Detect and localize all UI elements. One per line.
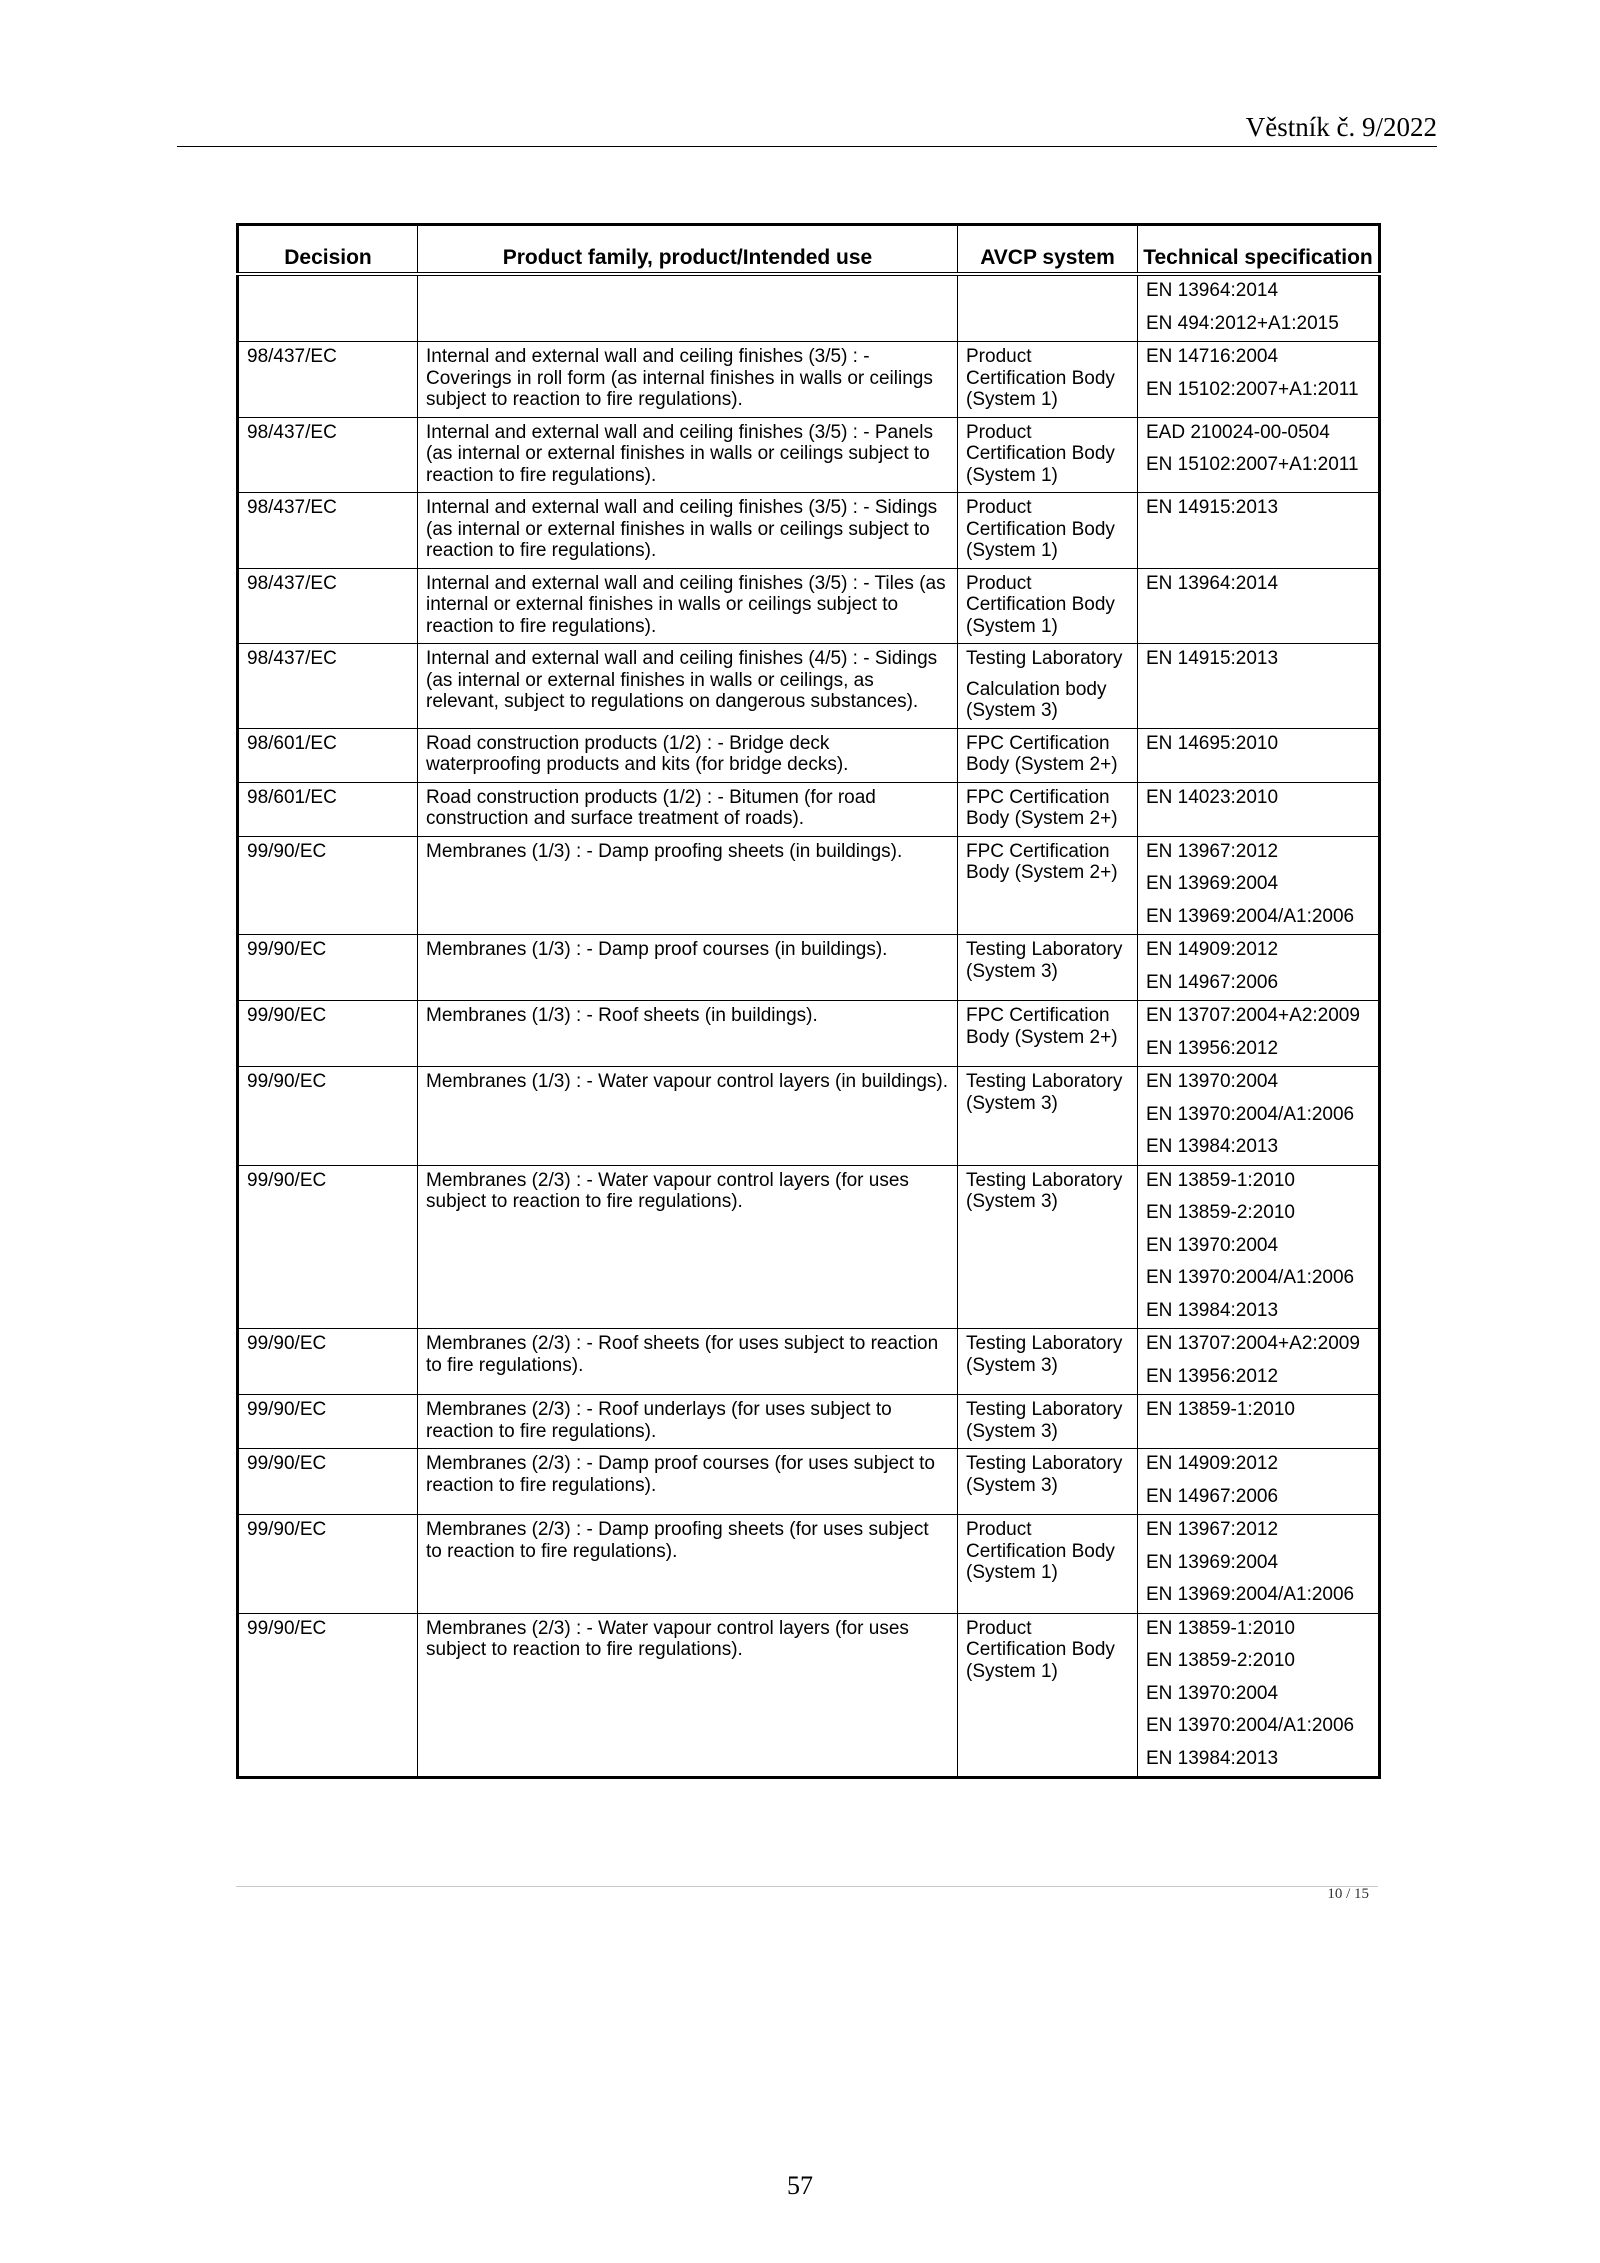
specification-entry: EN 13969:2004/A1:2006 xyxy=(1146,1584,1355,1605)
specification-entry: EN 13707:2004+A2:2009 xyxy=(1146,1005,1360,1026)
column-header-technical-specification: Technical specification xyxy=(1138,225,1380,275)
specification-entry: EN 13970:2004 xyxy=(1146,1682,1279,1704)
footer-rule xyxy=(236,1886,1378,1887)
avcp-entry: FPC Certification Body (System 2+) xyxy=(966,840,1118,883)
avcp-entry: Product Certification Body (System 1) xyxy=(966,1617,1115,1682)
specifications-table xyxy=(236,223,1381,1779)
page-counter: 10 / 15 xyxy=(1327,1886,1369,1902)
avcp-entry: Testing Laboratory (System 3) xyxy=(966,1333,1123,1376)
decision-cell: 98/437/EC xyxy=(238,568,418,644)
avcp-cell xyxy=(958,493,1138,569)
avcp-cell xyxy=(958,644,1138,729)
specification-cell xyxy=(1138,836,1380,935)
specification-entry: EN 13964:2014 xyxy=(1146,280,1279,301)
decision-cell: 98/601/EC xyxy=(238,728,418,782)
avcp-entry: Testing Laboratory xyxy=(966,648,1123,669)
specification-entry: EN 13984:2013 xyxy=(1146,1747,1279,1769)
product-cell: Road construction products (1/2) : - Bridge deck waterproofing products and kits (for bridge decks). xyxy=(418,728,958,782)
avcp-cell xyxy=(958,836,1138,935)
specification-entry: EN 13707:2004+A2:2009 xyxy=(1146,1333,1360,1354)
specification-entry: EN 14909:2012 xyxy=(1146,1453,1279,1474)
specification-cell xyxy=(1138,568,1380,644)
avcp-entry: Product Certification Body (System 1) xyxy=(966,572,1115,637)
page-number: 57 xyxy=(787,2171,813,2200)
specification-entry: EN 13859-1:2010 xyxy=(1146,1169,1295,1191)
avcp-entry: Testing Laboratory (System 3) xyxy=(966,1169,1123,1212)
specification-entry: EN 14716:2004 xyxy=(1146,346,1279,367)
decision-cell: 99/90/EC xyxy=(238,1515,418,1614)
product-cell: Membranes (2/3) : - Water vapour control layers (for uses subject to reaction to fire regulations). xyxy=(418,1165,958,1329)
specification-cell xyxy=(1138,1001,1380,1067)
avcp-cell xyxy=(958,342,1138,418)
product-cell: Internal and external wall and ceiling finishes (3/5) : - Panels (as internal or external finishes in walls or ceilings subject to reaction to fire regulations). xyxy=(418,417,958,493)
specification-entry: EN 13964:2014 xyxy=(1146,572,1279,594)
specification-entry: EN 13970:2004/A1:2006 xyxy=(1146,1103,1355,1125)
decision-cell: 99/90/EC xyxy=(238,935,418,1001)
specification-cell xyxy=(1138,274,1380,342)
avcp-cell xyxy=(958,417,1138,493)
decision-cell: 98/437/EC xyxy=(238,644,418,729)
table-row xyxy=(238,568,1380,644)
specification-entry: EN 14967:2006 xyxy=(1146,971,1279,993)
avcp-entry: FPC Certification Body (System 2+) xyxy=(966,732,1118,775)
avcp-cell xyxy=(958,1395,1138,1449)
specification-cell xyxy=(1138,728,1380,782)
product-cell: Membranes (2/3) : - Damp proof courses (for uses subject to reaction to fire regulations). xyxy=(418,1449,958,1515)
table-row xyxy=(238,644,1380,729)
avcp-entry: FPC Certification Body (System 2+) xyxy=(966,786,1118,829)
product-cell: Membranes (1/3) : - Roof sheets (in buildings). xyxy=(418,1001,958,1067)
product-cell: Membranes (1/3) : - Damp proof courses (in buildings). xyxy=(418,935,958,1001)
decision-cell: 99/90/EC xyxy=(238,1165,418,1329)
specification-entry: EN 14915:2013 xyxy=(1146,497,1279,518)
header-row xyxy=(238,225,1380,275)
specification-entry: EN 13970:2004 xyxy=(1146,1234,1279,1256)
table-row xyxy=(238,417,1380,493)
product-cell: Membranes (1/3) : - Damp proofing sheets (in buildings). xyxy=(418,836,958,935)
product-cell: Membranes (2/3) : - Roof sheets (for uses subject to reaction to fire regulations). xyxy=(418,1329,958,1395)
specification-entry: EN 13970:2004/A1:2006 xyxy=(1146,1715,1355,1736)
product-cell: Internal and external wall and ceiling finishes (4/5) : - Sidings (as internal or external finishes in walls or ceilings, as relevant, subject to regulations on dangerous substances). xyxy=(418,644,958,729)
avcp-cell xyxy=(958,1329,1138,1395)
specification-entry: EN 14023:2010 xyxy=(1146,786,1279,808)
table-row xyxy=(238,1329,1380,1395)
specification-entry: EN 13967:2012 xyxy=(1146,840,1279,862)
avcp-entry: Testing Laboratory (System 3) xyxy=(966,1399,1123,1442)
specification-cell xyxy=(1138,342,1380,418)
table-row xyxy=(238,274,1380,342)
avcp-cell xyxy=(958,1165,1138,1329)
avcp-cell xyxy=(958,935,1138,1001)
avcp-cell xyxy=(958,1001,1138,1067)
specification-cell xyxy=(1138,644,1380,729)
specification-entry: EN 15102:2007+A1:2011 xyxy=(1146,454,1359,475)
avcp-cell xyxy=(958,1515,1138,1614)
avcp-entry: Product Certification Body (System 1) xyxy=(966,346,1115,410)
table-row xyxy=(238,1613,1380,1778)
specification-entry: EN 13969:2004 xyxy=(1146,873,1279,894)
product-cell: Road construction products (1/2) : - Bitumen (for road construction and surface treatment of roads). xyxy=(418,782,958,836)
avcp-cell xyxy=(958,1449,1138,1515)
decision-cell: 99/90/EC xyxy=(238,1067,418,1166)
specification-cell xyxy=(1138,493,1380,569)
avcp-entry: Calculation body (System 3) xyxy=(966,678,1107,721)
specification-cell xyxy=(1138,935,1380,1001)
product-cell xyxy=(418,274,958,342)
decision-cell: 98/437/EC xyxy=(238,342,418,418)
specification-entry: EN 13970:2004/A1:2006 xyxy=(1146,1267,1355,1288)
table-row xyxy=(238,1165,1380,1329)
table-row xyxy=(238,1515,1380,1614)
decision-cell: 99/90/EC xyxy=(238,1001,418,1067)
column-header-product-family: Product family, product/Intended use xyxy=(418,225,958,275)
decision-cell: 98/437/EC xyxy=(238,493,418,569)
decision-cell: 99/90/EC xyxy=(238,1329,418,1395)
specification-cell xyxy=(1138,1515,1380,1614)
specification-entry: EN 13859-1:2010 xyxy=(1146,1617,1295,1639)
journal-title: Věstník č. 9/2022 xyxy=(1245,112,1437,142)
avcp-entry: Product Certification Body (System 1) xyxy=(966,497,1115,561)
specification-cell xyxy=(1138,782,1380,836)
specification-entry: EN 14695:2010 xyxy=(1146,732,1279,754)
product-cell: Membranes (2/3) : - Water vapour control layers (for uses subject to reaction to fire regulations). xyxy=(418,1613,958,1778)
decision-cell: 99/90/EC xyxy=(238,1613,418,1778)
avcp-cell xyxy=(958,568,1138,644)
specification-entry: EN 13969:2004 xyxy=(1146,1551,1279,1573)
specification-entry: EN 13984:2013 xyxy=(1146,1136,1279,1157)
specification-cell xyxy=(1138,1449,1380,1515)
table-body xyxy=(238,274,1380,1778)
specification-cell xyxy=(1138,1395,1380,1449)
specification-entry: EN 15102:2007+A1:2011 xyxy=(1146,378,1359,400)
specification-cell xyxy=(1138,1165,1380,1329)
avcp-cell xyxy=(958,1067,1138,1166)
specification-cell xyxy=(1138,1329,1380,1395)
product-cell: Membranes (2/3) : - Damp proofing sheets (for uses subject to reaction to fire regulations). xyxy=(418,1515,958,1614)
specification-entry: EN 13970:2004 xyxy=(1146,1071,1279,1092)
specification-entry: EN 13859-2:2010 xyxy=(1146,1650,1295,1671)
avcp-entry: Product Certification Body (System 1) xyxy=(966,421,1115,486)
decision-cell xyxy=(238,274,418,342)
column-header-avcp-system: AVCP system xyxy=(958,225,1138,275)
decision-cell: 98/437/EC xyxy=(238,417,418,493)
specification-entry: EN 14909:2012 xyxy=(1146,939,1279,960)
specification-entry: EN 14915:2013 xyxy=(1146,648,1279,669)
table-row xyxy=(238,1449,1380,1515)
specification-entry: EN 13859-1:2010 xyxy=(1146,1399,1295,1420)
product-cell: Membranes (1/3) : - Water vapour control layers (in buildings). xyxy=(418,1067,958,1166)
avcp-entry: Product Certification Body (System 1) xyxy=(966,1519,1115,1583)
specification-entry: EN 13969:2004/A1:2006 xyxy=(1146,905,1355,927)
table-header xyxy=(238,225,1380,275)
decision-cell: 99/90/EC xyxy=(238,1395,418,1449)
table-row xyxy=(238,342,1380,418)
product-cell: Internal and external wall and ceiling finishes (3/5) : - Coverings in roll form (as internal finishes in walls or ceilings subject to reaction to fire regulations). xyxy=(418,342,958,418)
avcp-entry: FPC Certification Body (System 2+) xyxy=(966,1005,1118,1048)
avcp-cell xyxy=(958,728,1138,782)
avcp-entry: Testing Laboratory (System 3) xyxy=(966,939,1123,982)
avcp-entry: Testing Laboratory (System 3) xyxy=(966,1071,1123,1114)
avcp-cell xyxy=(958,274,1138,342)
specification-cell xyxy=(1138,417,1380,493)
specification-entry: EN 14967:2006 xyxy=(1146,1485,1279,1507)
specification-entry: EN 494:2012+A1:2015 xyxy=(1146,312,1339,334)
specification-cell xyxy=(1138,1067,1380,1166)
avcp-cell xyxy=(958,782,1138,836)
table-row xyxy=(238,1067,1380,1166)
specification-entry: EN 13956:2012 xyxy=(1146,1037,1279,1059)
specification-entry: EN 13859-2:2010 xyxy=(1146,1202,1295,1223)
avcp-entry: Testing Laboratory (System 3) xyxy=(966,1453,1123,1496)
product-cell: Internal and external wall and ceiling finishes (3/5) : - Sidings (as internal or external finishes in walls or ceilings subject to reaction to fire regulations). xyxy=(418,493,958,569)
table-row xyxy=(238,782,1380,836)
product-cell: Membranes (2/3) : - Roof underlays (for uses subject to reaction to fire regulations). xyxy=(418,1395,958,1449)
specification-entry: EN 13956:2012 xyxy=(1146,1365,1279,1387)
table-row xyxy=(238,1395,1380,1449)
table-row xyxy=(238,493,1380,569)
table-row xyxy=(238,728,1380,782)
table-row xyxy=(238,1001,1380,1067)
decision-cell: 98/601/EC xyxy=(238,782,418,836)
specification-entry: EAD 210024-00-0504 xyxy=(1146,421,1330,443)
column-header-decision: Decision xyxy=(238,225,418,275)
avcp-cell xyxy=(958,1613,1138,1778)
product-cell: Internal and external wall and ceiling finishes (3/5) : - Tiles (as internal or external finishes in walls or ceilings subject to reaction to fire regulations). xyxy=(418,568,958,644)
decision-cell: 99/90/EC xyxy=(238,1449,418,1515)
table-row xyxy=(238,935,1380,1001)
specification-entry: EN 13984:2013 xyxy=(1146,1299,1279,1321)
specification-cell xyxy=(1138,1613,1380,1778)
decision-cell: 99/90/EC xyxy=(238,836,418,935)
table-row xyxy=(238,836,1380,935)
specification-entry: EN 13967:2012 xyxy=(1146,1519,1279,1540)
header-rule xyxy=(177,146,1437,147)
